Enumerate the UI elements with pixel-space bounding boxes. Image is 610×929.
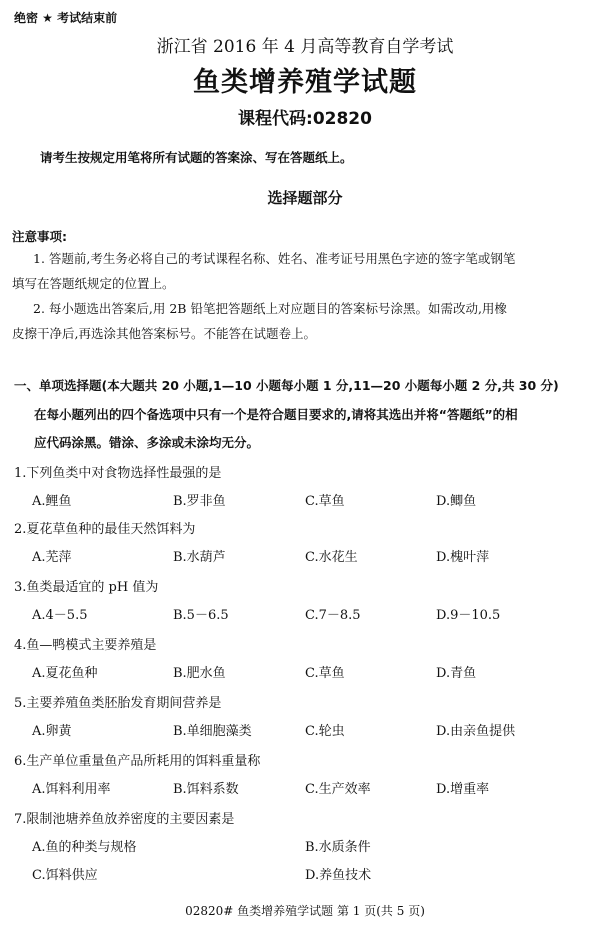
question-2-option-d: D.槐叶萍 bbox=[436, 550, 490, 565]
question-6-option-a: A.饵料利用率 bbox=[32, 782, 111, 797]
section-heading: 一、单项选择题(本大题共 20 小题,1—10 小题每小题 1 分,11—20 小题每小题 2 分,共 30 分) bbox=[14, 378, 559, 393]
section-instruction-line-1: 在每小题列出的四个备选项中只有一个是符合题目要求的,请将其选出并将“答题纸”的相 bbox=[34, 407, 518, 422]
question-6-stem: 6.生产单位重量鱼产品所耗用的饵料重量称 bbox=[14, 754, 261, 769]
question-1-option-a: A.鲤鱼 bbox=[32, 494, 72, 509]
question-4-stem: 4.鱼—鸭模式主要养殖是 bbox=[14, 638, 157, 653]
question-1-option-b: B.罗非鱼 bbox=[173, 494, 226, 509]
question-1-stem: 1.下列鱼类中对食物选择性最强的是 bbox=[14, 466, 222, 481]
question-7-option-d: D.养鱼技术 bbox=[305, 868, 372, 883]
question-6-option-b: B.饵料系数 bbox=[173, 782, 239, 797]
secret-mark: 绝密 ★ 考试结束前 bbox=[14, 11, 118, 25]
question-5-option-b: B.单细胞藻类 bbox=[173, 724, 252, 739]
note-item-1-line-1: 1. 答题前,考生务必将自己的考试课程名称、姓名、准考证号用黑色字迹的签字笔或钢笔 bbox=[33, 251, 516, 266]
answer-instruction: 请考生按规定用笔将所有试题的答案涂、写在答题纸上。 bbox=[40, 150, 353, 165]
question-2-option-a: A.芜萍 bbox=[32, 550, 72, 565]
question-4-option-b: B.肥水鱼 bbox=[173, 666, 226, 681]
question-6-option-d: D.增重率 bbox=[436, 782, 490, 797]
question-7-option-c: C.饵料供应 bbox=[32, 868, 98, 883]
note-item-1-line-2: 填写在答题纸规定的位置上。 bbox=[12, 276, 175, 291]
note-item-2-line-2: 皮擦干净后,再选涂其他答案标号。不能答在试题卷上。 bbox=[12, 326, 316, 341]
question-7-stem: 7.限制池塘养鱼放养密度的主要因素是 bbox=[14, 812, 235, 827]
question-2-option-c: C.水花生 bbox=[305, 550, 358, 565]
question-1-option-c: C.草鱼 bbox=[305, 494, 345, 509]
note-item-2-line-1: 2. 每小题选出答案后,用 2B 铅笔把答题纸上对应题目的答案标号涂黑。如需改动,用橡 bbox=[33, 301, 507, 316]
section-instruction-line-2: 应代码涂黑。错涂、多涂或未涂均无分。 bbox=[34, 435, 260, 450]
question-5-option-c: C.轮虫 bbox=[305, 724, 345, 739]
notes-heading: 注意事项: bbox=[12, 229, 67, 244]
question-5-option-a: A.卵黄 bbox=[32, 724, 72, 739]
part-title: 选择题部分 bbox=[267, 189, 343, 207]
question-3-stem: 3.鱼类最适宜的 pH 值为 bbox=[14, 580, 159, 595]
question-1-option-d: D.鲫鱼 bbox=[436, 494, 477, 509]
question-3-option-b: B.5－6.5 bbox=[173, 608, 229, 623]
question-4-option-a: A.夏花鱼种 bbox=[32, 666, 98, 681]
question-3-option-a: A.4－5.5 bbox=[32, 608, 88, 623]
question-2-stem: 2.夏花草鱼种的最佳天然饵料为 bbox=[14, 522, 196, 537]
exam-title: 浙江省 2016 年 4 月高等教育自学考试 bbox=[156, 37, 454, 57]
page-footer: 02820# 鱼类增养殖学试题 第 1 页(共 5 页) bbox=[185, 904, 425, 918]
page-title: 鱼类增养殖学试题 bbox=[193, 67, 417, 98]
question-5-option-d: D.由亲鱼提供 bbox=[436, 724, 516, 739]
question-7-option-b: B.水质条件 bbox=[305, 840, 371, 855]
question-3-option-c: C.7－8.5 bbox=[305, 608, 361, 623]
question-3-option-d: D.9－10.5 bbox=[436, 608, 501, 623]
question-2-option-b: B.水葫芦 bbox=[173, 550, 226, 565]
question-5-stem: 5.主要养殖鱼类胚胎发育期间营养是 bbox=[14, 696, 222, 711]
course-code: 课程代码:02820 bbox=[238, 109, 372, 129]
question-7-option-a: A.鱼的种类与规格 bbox=[32, 840, 137, 855]
question-4-option-d: D.青鱼 bbox=[436, 666, 477, 681]
question-6-option-c: C.生产效率 bbox=[305, 782, 371, 797]
question-4-option-c: C.草鱼 bbox=[305, 666, 345, 681]
